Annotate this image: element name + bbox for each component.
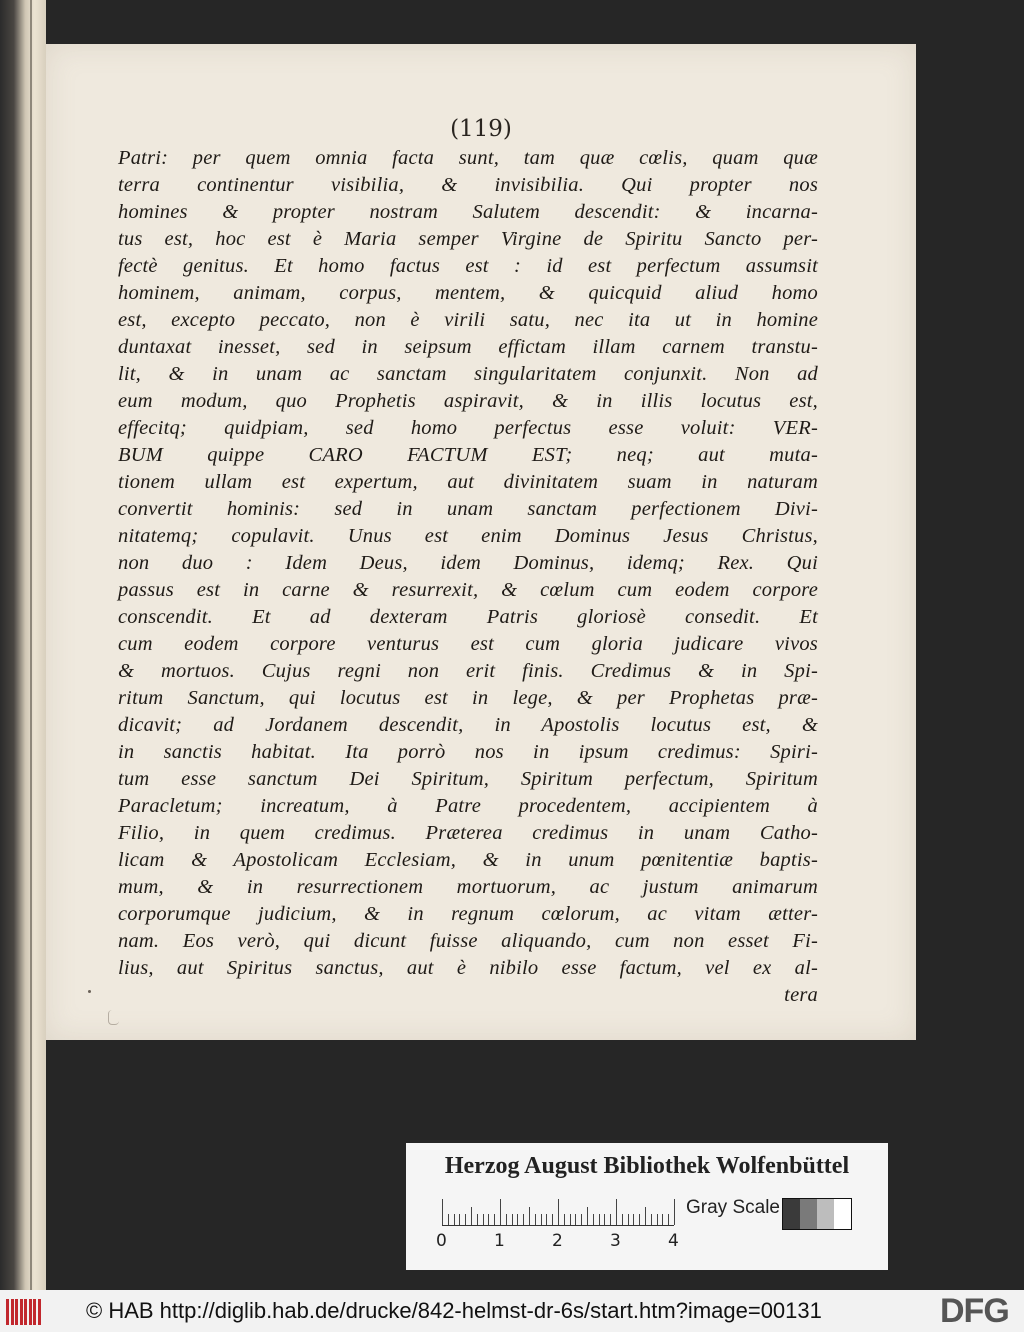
gray-swatch bbox=[834, 1199, 851, 1229]
ruler-tick bbox=[628, 1214, 629, 1225]
ruler-tick bbox=[541, 1214, 542, 1225]
ruler-tick bbox=[622, 1214, 623, 1225]
ruler-labels bbox=[434, 1231, 694, 1253]
text-line: cum eodem corpore venturus est cum gloria judicare vivos bbox=[118, 633, 818, 655]
book-spine bbox=[0, 0, 46, 1290]
logo-bar bbox=[33, 1299, 36, 1325]
ruler-tick bbox=[523, 1214, 524, 1225]
ruler-label-0: 0 bbox=[436, 1231, 447, 1251]
text-line: tionem ullam est expertum, aut divinitatem suam in naturam bbox=[118, 471, 818, 493]
ruler-tick bbox=[639, 1214, 640, 1225]
ruler-tick bbox=[674, 1199, 675, 1225]
text-line: convertit hominis: sed in unam sanctam perfectionem Divi- bbox=[118, 498, 818, 520]
color-calibration-card bbox=[406, 1143, 888, 1270]
logo-bar bbox=[20, 1299, 23, 1325]
text-line: & mortuos. Cujus regni non erit finis. Credimus & in Spi- bbox=[118, 660, 818, 682]
ruler-tick bbox=[546, 1214, 547, 1225]
ruler-tick bbox=[506, 1214, 507, 1225]
text-line: homines & propter nostram Salutem descendit: & incarna- bbox=[118, 201, 818, 223]
text-line: mum, & in resurrectionem mortuorum, ac justum animarum bbox=[118, 876, 818, 898]
text-line: fectè genitus. Et homo factus est : id est perfectum assumsit bbox=[118, 255, 818, 277]
text-line: dicavit; ad Jordanem descendit, in Apostolis locutus est, & bbox=[118, 714, 818, 736]
text-line: non duo : Idem Deus, idem Dominus, idemq; Rex. Qui bbox=[118, 552, 818, 574]
text-line: tus est, hoc est è Maria semper Virgine de Spiritu Sancto per- bbox=[118, 228, 818, 250]
ruler-tick bbox=[616, 1199, 617, 1225]
text-line: nam. Eos verò, qui dicunt fuisse aliquando, cum non esset Fi- bbox=[118, 930, 818, 952]
ruler-tick bbox=[471, 1207, 472, 1225]
text-line: eum modum, quo Prophetis aspiravit, & in illis locutus est, bbox=[118, 390, 818, 412]
copyright-url[interactable]: © HAB http://diglib.hab.de/drucke/842-helmst-dr-6s/start.htm?image=00131 bbox=[86, 1298, 822, 1323]
ruler-tick bbox=[558, 1199, 559, 1225]
catchword: tera bbox=[784, 984, 818, 1006]
text-line: licam & Apostolicam Ecclesiam, & in unum pœnitentiæ baptis- bbox=[118, 849, 818, 871]
ruler-baseline bbox=[442, 1225, 674, 1226]
text-line: Patri: per quem omnia facta sunt, tam quæ cœlis, quam quæ bbox=[118, 147, 818, 169]
ruler-tick bbox=[651, 1214, 652, 1225]
ruler-tick bbox=[662, 1214, 663, 1225]
text-line: lit, & in unam ac sanctam singularitatem conjunxit. Non ad bbox=[118, 363, 818, 385]
ruler-tick bbox=[448, 1214, 449, 1225]
text-line: hominem, animam, corpus, mentem, & quicquid aliud homo bbox=[118, 282, 818, 304]
ruler-label-4: 4 bbox=[668, 1231, 679, 1251]
logo-bar bbox=[15, 1299, 18, 1325]
ruler-tick bbox=[570, 1214, 571, 1225]
gray-swatch bbox=[817, 1199, 834, 1229]
hab-barcode-logo-icon bbox=[6, 1295, 44, 1327]
ruler-tick bbox=[581, 1214, 582, 1225]
ink-speck bbox=[88, 990, 91, 993]
text-line: BUM quippe CARO FACTUM EST; neq; aut muta- bbox=[118, 444, 818, 466]
ruler-tick bbox=[587, 1207, 588, 1225]
ruler-tick bbox=[477, 1214, 478, 1225]
ruler-tick bbox=[494, 1214, 495, 1225]
ruler-label-2: 2 bbox=[552, 1231, 563, 1251]
scale-ruler bbox=[442, 1197, 674, 1227]
ruler-tick bbox=[529, 1207, 530, 1225]
page-text-block bbox=[118, 145, 818, 1009]
text-line: est, excepto peccato, non è virili satu, nec ita ut in homine bbox=[118, 309, 818, 331]
text-line: terra continentur visibilia, & invisibilia. Qui propter nos bbox=[118, 174, 818, 196]
ruler-tick bbox=[657, 1214, 658, 1225]
text-line: corporumque judicium, & in regnum cœlorum, ac vitam ætter- bbox=[118, 903, 818, 925]
ruler-tick bbox=[599, 1214, 600, 1225]
text-line: tum esse sanctum Dei Spiritum, Spiritum perfectum, Spiritum bbox=[118, 768, 818, 790]
ruler-tick bbox=[575, 1214, 576, 1225]
ruler-tick bbox=[517, 1214, 518, 1225]
ruler-label-1: 1 bbox=[494, 1231, 505, 1251]
text-line: lius, aut Spiritus sanctus, aut è nibilo esse factum, vel ex al- bbox=[118, 957, 818, 979]
margin-mark bbox=[108, 1010, 119, 1025]
logo-bar bbox=[11, 1299, 14, 1325]
ruler-tick bbox=[633, 1214, 634, 1225]
logo-bar bbox=[24, 1299, 27, 1325]
logo-bar bbox=[6, 1299, 9, 1325]
dfg-logo: DFG bbox=[940, 1292, 1009, 1330]
page-edge-line bbox=[30, 0, 32, 1290]
text-line: passus est in carne & resurrexit, & cœlum cum eodem corpore bbox=[118, 579, 818, 601]
text-line: duntaxat inesset, sed in seipsum effictam illam carnem transtu- bbox=[118, 336, 818, 358]
text-line: Paracletum; increatum, à Patre procedentem, accipientem à bbox=[118, 795, 818, 817]
gray-swatch bbox=[783, 1199, 800, 1229]
ruler-tick bbox=[483, 1214, 484, 1225]
ruler-tick bbox=[459, 1214, 460, 1225]
text-line: nitatemq; copulavit. Unus est enim Dominus Jesus Christus, bbox=[118, 525, 818, 547]
gray-scale-label: Gray Scale bbox=[686, 1197, 780, 1218]
ruler-tick bbox=[610, 1214, 611, 1225]
logo-bar bbox=[38, 1299, 41, 1325]
text-line: ritum Sanctum, qui locutus est in lege, & per Prophetas præ- bbox=[118, 687, 818, 709]
ruler-tick bbox=[442, 1199, 443, 1225]
ruler-tick bbox=[535, 1214, 536, 1225]
logo-bar bbox=[29, 1299, 32, 1325]
ruler-tick bbox=[512, 1214, 513, 1225]
ruler-tick bbox=[645, 1207, 646, 1225]
footer-bar bbox=[0, 1290, 1024, 1332]
text-line: conscendit. Et ad dexteram Patris gloriosè consedit. Et bbox=[118, 606, 818, 628]
ruler-tick bbox=[552, 1214, 553, 1225]
ruler-tick bbox=[668, 1214, 669, 1225]
ruler-tick bbox=[593, 1214, 594, 1225]
ruler-tick bbox=[564, 1214, 565, 1225]
gray-scale-swatches bbox=[782, 1198, 852, 1230]
gray-swatch bbox=[800, 1199, 817, 1229]
ruler-label-3: 3 bbox=[610, 1231, 621, 1251]
ruler-tick bbox=[465, 1214, 466, 1225]
library-name: Herzog August Bibliothek Wolfenbüttel bbox=[444, 1153, 850, 1179]
page-number: (119) bbox=[450, 116, 512, 142]
ruler-tick bbox=[604, 1214, 605, 1225]
ruler-tick bbox=[500, 1199, 501, 1225]
book-page bbox=[46, 44, 916, 1040]
ruler-tick bbox=[488, 1214, 489, 1225]
text-line: in sanctis habitat. Ita porrò nos in ipsum credimus: Spiri- bbox=[118, 741, 818, 763]
text-line: Filio, in quem credimus. Præterea credimus in unam Catho- bbox=[118, 822, 818, 844]
ruler-tick bbox=[454, 1214, 455, 1225]
text-line: effecitq; quidpiam, sed homo perfectus esse voluit: VER- bbox=[118, 417, 818, 439]
